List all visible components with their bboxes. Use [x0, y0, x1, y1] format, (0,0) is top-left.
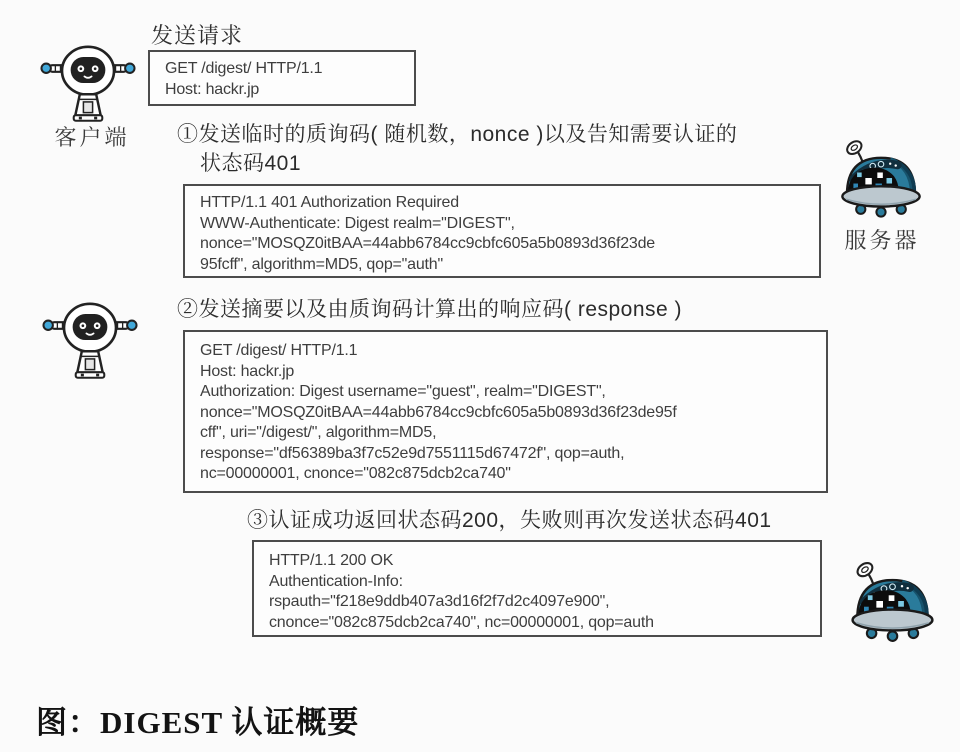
http-line: HTTP/1.1 401 Authorization Required: [200, 194, 459, 211]
http-line: HTTP/1.1 200 OK: [269, 552, 394, 569]
success-response-box: [252, 540, 822, 637]
client-label: 客户端: [54, 125, 130, 150]
server-label: 服务器: [844, 228, 920, 253]
challenge-response-box: [183, 184, 821, 278]
step2-annotation: ②发送摘要以及由质询码计算出的响应码( response ): [177, 298, 683, 321]
send-request-label: 发送请求: [151, 23, 244, 48]
step3-annotation: ③认证成功返回状态码200，失败则再次发送状态码401: [247, 509, 772, 532]
http-line: nonce="MOSQZ0itBAA=44abb6784cc9cbfc605a5b0893d36f23de: [200, 235, 655, 252]
server-robot-icon: [845, 555, 940, 647]
http-line: 95fcff", algorithm=MD5, qop="auth": [200, 255, 443, 273]
http-line: Host: hackr.jp: [165, 80, 260, 98]
step1-line2: 状态码401: [200, 152, 302, 175]
http-line: cff", uri="/digest/", algorithm=MD5,: [200, 424, 437, 441]
client-robot-icon: [39, 297, 141, 379]
client-robot-icon: [37, 40, 139, 122]
step1-line1: ①发送临时的质询码( 随机数，nonce )以及告知需要认证的: [177, 123, 738, 146]
http-line: response="df56389ba3f7c52e9d7551115d67472f", qop=auth,: [200, 444, 625, 462]
http-line: nc=00000001, cnonce="082c875dcb2ca740": [200, 465, 511, 482]
http-line: cnonce="082c875dcb2ca740", nc=00000001, qop=auth: [269, 613, 654, 631]
step1-annotation: [177, 120, 737, 178]
http-line: WWW-Authenticate: Digest realm="DIGEST",: [200, 214, 515, 232]
server-robot-icon: [835, 133, 927, 223]
http-line: Host: hackr.jp: [200, 362, 295, 380]
http-line: Authentication-Info:: [269, 572, 403, 590]
figure-caption: 图：DIGEST 认证概要: [36, 705, 360, 740]
http-line: Authorization: Digest username="guest", realm="DIGEST",: [200, 383, 606, 400]
http-line: rspauth="f218e9ddb407a3d16f2f7d2c4097e900",: [269, 593, 610, 610]
initial-request-box: [148, 50, 416, 106]
auth-request-box: [183, 330, 828, 493]
http-line: GET /digest/ HTTP/1.1: [165, 60, 323, 77]
http-line: nonce="MOSQZ0itBAA=44abb6784cc9cbfc605a5b0893d36f23de95f: [200, 403, 677, 421]
http-line: GET /digest/ HTTP/1.1: [200, 342, 358, 359]
